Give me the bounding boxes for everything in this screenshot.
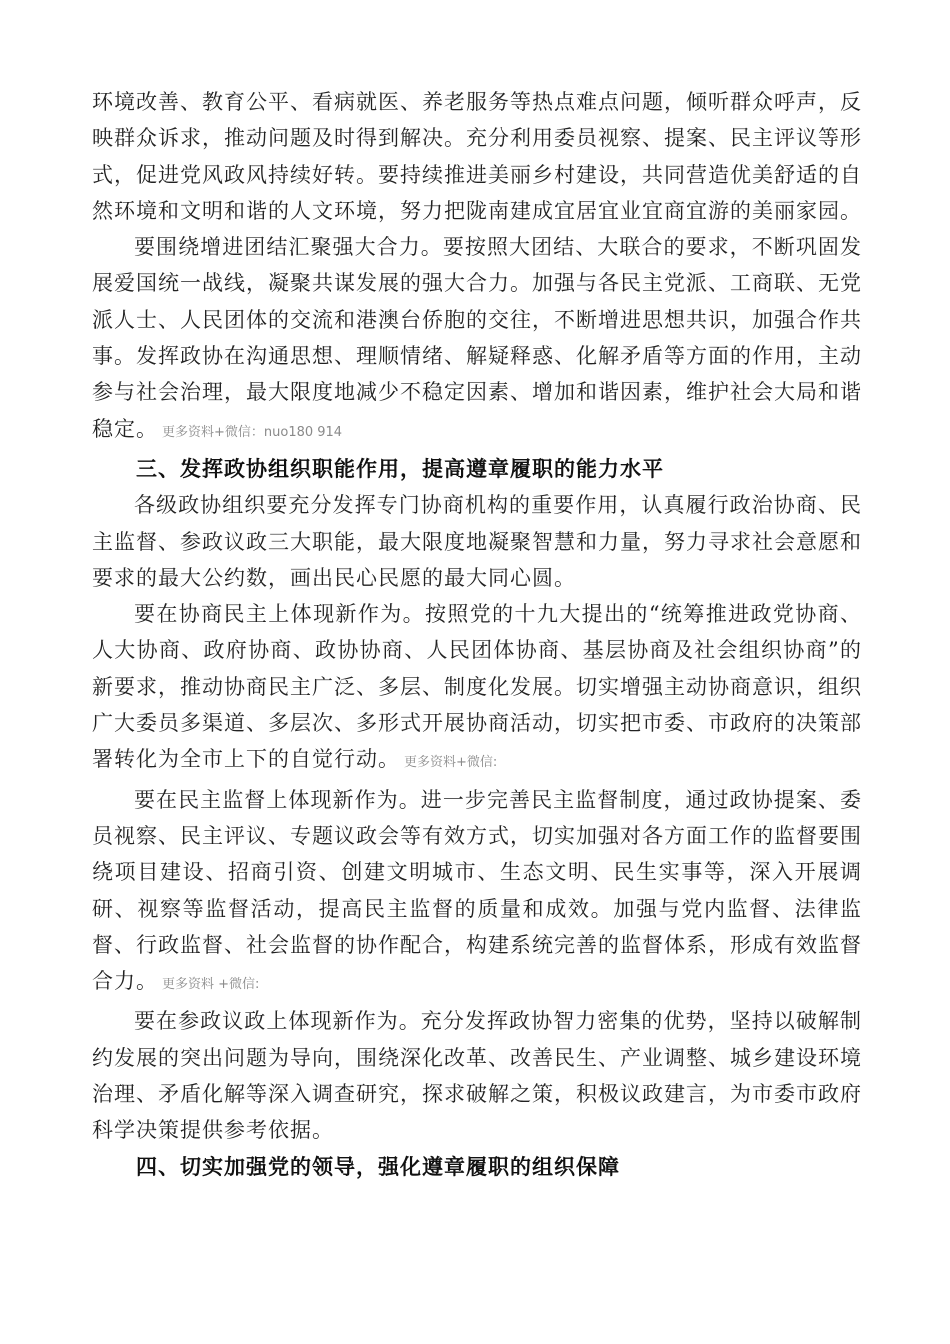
- paragraph-text: 要在参政议政上体现新作为。充分发挥政协智力密集的优势，坚持以破解制约发展的突出问题为导向，围绕深化改革、改善民生、产业调整、城乡建设环境治理、矛盾化解等深入调查研究，探求破解之策，积极议政建言，为市委市政府科学决策提供参考依据。: [92, 1009, 862, 1143]
- paragraph-supervision: [92, 782, 862, 1004]
- paragraph-text: 要围绕增进团结汇聚强大合力。要按照大团结、大联合的要求，不断巩固发展爱国统一战线，凝聚共谋发展的强大合力。加强与各民主党派、工商联、无党派人士、人民团体的交流和港澳台侨胞的交往，不断增进思想共识，加强合作共事。发挥政协在沟通思想、理顺情绪、解疑释惑、化解矛盾等方面的作用，主动参与社会治理，最大限度地减少不稳定因素、增加和谐因素，维护社会大局和谐稳定。: [92, 235, 862, 441]
- paragraph-text: 要在民主监督上体现新作为。进一步完善民主监督制度，通过政协提案、委员视察、民主评议、专题议政会等有效方式，切实加强对各方面工作的监督要围绕项目建设、招商引资、创建文明城市、生态文明、民生实事等，深入开展调研、视察等监督活动，提高民主监督的质量和成效。加强与党内监督、法律监督、行政监督、社会监督的协作配合，构建系统完善的监督体系，形成有效监督合力。: [92, 787, 862, 994]
- paragraph-livelihood: [92, 84, 862, 229]
- paragraph-functions: [92, 487, 862, 596]
- contact-note: 更多资料+微信：nuo180 914: [162, 424, 343, 440]
- section-heading-3: 三、发挥政协组织职能作用，提高遵章履职的能力水平: [136, 456, 664, 481]
- paragraph-text: 各级政协组织要充分发挥专门协商机构的重要作用，认真履行政治协商、民主监督、参政议政三大职能，最大限度地凝聚智慧和力量，努力寻求社会意愿和要求的最大公约数，画出民心民愿的最大同心圆。: [92, 493, 862, 590]
- contact-note: 更多资料+微信:: [404, 755, 498, 771]
- section-heading-4: 四、切实加强党的领导，强化遵章履职的组织保障: [136, 1154, 620, 1179]
- contact-note: 更多资料 +微信:: [162, 977, 260, 993]
- document-page: [92, 84, 862, 1185]
- paragraph-text: 环境改善、教育公平、看病就医、养老服务等热点难点问题，倾听群众呼声，反映群众诉求，推动问题及时得到解决。充分利用委员视察、提案、民主评议等形式，促进党风政风持续好转。要持续推进美丽乡村建设，共同营造优美舒适的自然环境和文明和谐的人文环境，努力把陇南建成宜居宜业宜商宜游的美丽家园。: [92, 90, 862, 223]
- paragraph-text: 要在协商民主上体现新作为。按照党的十九大提出的“统筹推进政党协商、人大协商、政府协商、政协协商、人民团体协商、基层协商及社会组织协商”的新要求，推动协商民主广泛、多层、制度化发展。切实增强主动协商意识，组织广大委员多渠道、多层次、多形式开展协商活动，切实把市委、市政府的决策部署转化为全市上下的自觉行动。: [92, 602, 862, 772]
- paragraph-participation: [92, 1003, 862, 1148]
- paragraph-consultation: [92, 596, 862, 781]
- paragraph-unity: [92, 229, 862, 451]
